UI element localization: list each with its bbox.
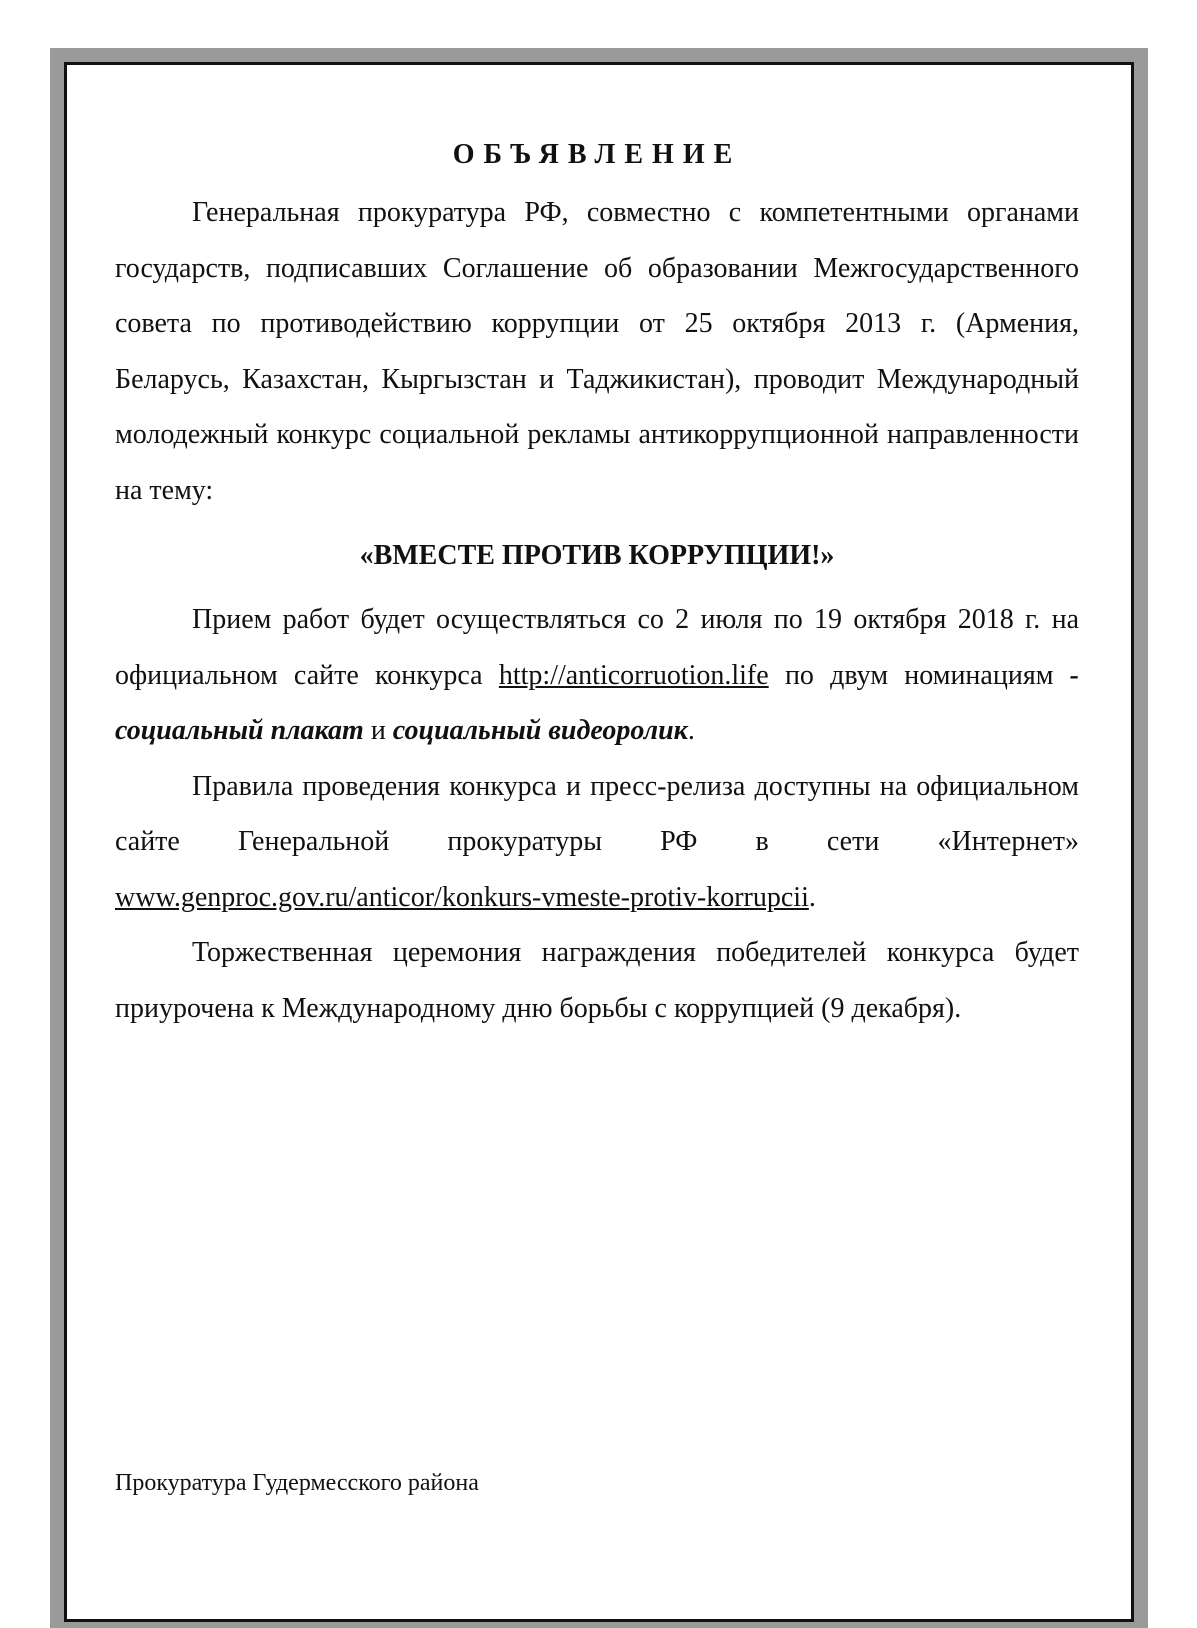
ceremony-paragraph: Торжественная церемония награждения победителей конкурса будет приурочена к Международному дню борьбы с коррупцией (9 декабря). bbox=[115, 937, 1079, 1024]
rules-paragraph bbox=[115, 759, 1079, 926]
genproc-link[interactable]: www.genproc.gov.ru/anticor/konkurs-vmeste-protiv-korrupcii bbox=[115, 881, 809, 913]
signature: Прокуратура Гудермесского района bbox=[115, 1470, 479, 1496]
notice-body bbox=[115, 125, 1079, 1036]
rules-end: . bbox=[808, 881, 816, 913]
notice-title: ОБЪЯВЛЕНИЕ bbox=[452, 139, 742, 170]
reception-paragraph bbox=[115, 592, 1079, 759]
reception-text: Прием работ будет осуществляться со 2 июля по 19 октября 2018 г. на официальном сайте конкурса bbox=[115, 604, 1079, 691]
intro-paragraph: Генеральная прокуратура РФ, совместно с компетентными органами государств, подписавших Соглашение об образовании Межгосударственного совета по противодействию коррупции от 25 октября 2013 г. (Армения, Беларусь, Казахстан, Кыргызстан и Таджикистан), проводит Международный молодежный конкурс социальной рекламы антикоррупционной направленности на тему: bbox=[115, 197, 1079, 506]
nomination-video: социальный видеоролик bbox=[392, 715, 688, 746]
contest-site-link[interactable]: http://anticorruotion.life bbox=[498, 659, 769, 691]
reception-nominations-text: по двум номинациям bbox=[768, 659, 1070, 691]
nomination-conjunction: и bbox=[363, 715, 393, 746]
rules-text: Правила проведения конкурса и пресс-релиза доступны на официальном сайте Генеральной прокуратуры РФ в сети «Интернет» bbox=[115, 770, 1079, 857]
nomination-poster: социальный плакат bbox=[115, 715, 364, 746]
contest-slogan: «ВМЕСТЕ ПРОТИВ КОРРУПЦИИ!» bbox=[359, 540, 835, 571]
nomination-dash: - bbox=[1069, 659, 1079, 691]
reception-end: . bbox=[687, 715, 695, 746]
